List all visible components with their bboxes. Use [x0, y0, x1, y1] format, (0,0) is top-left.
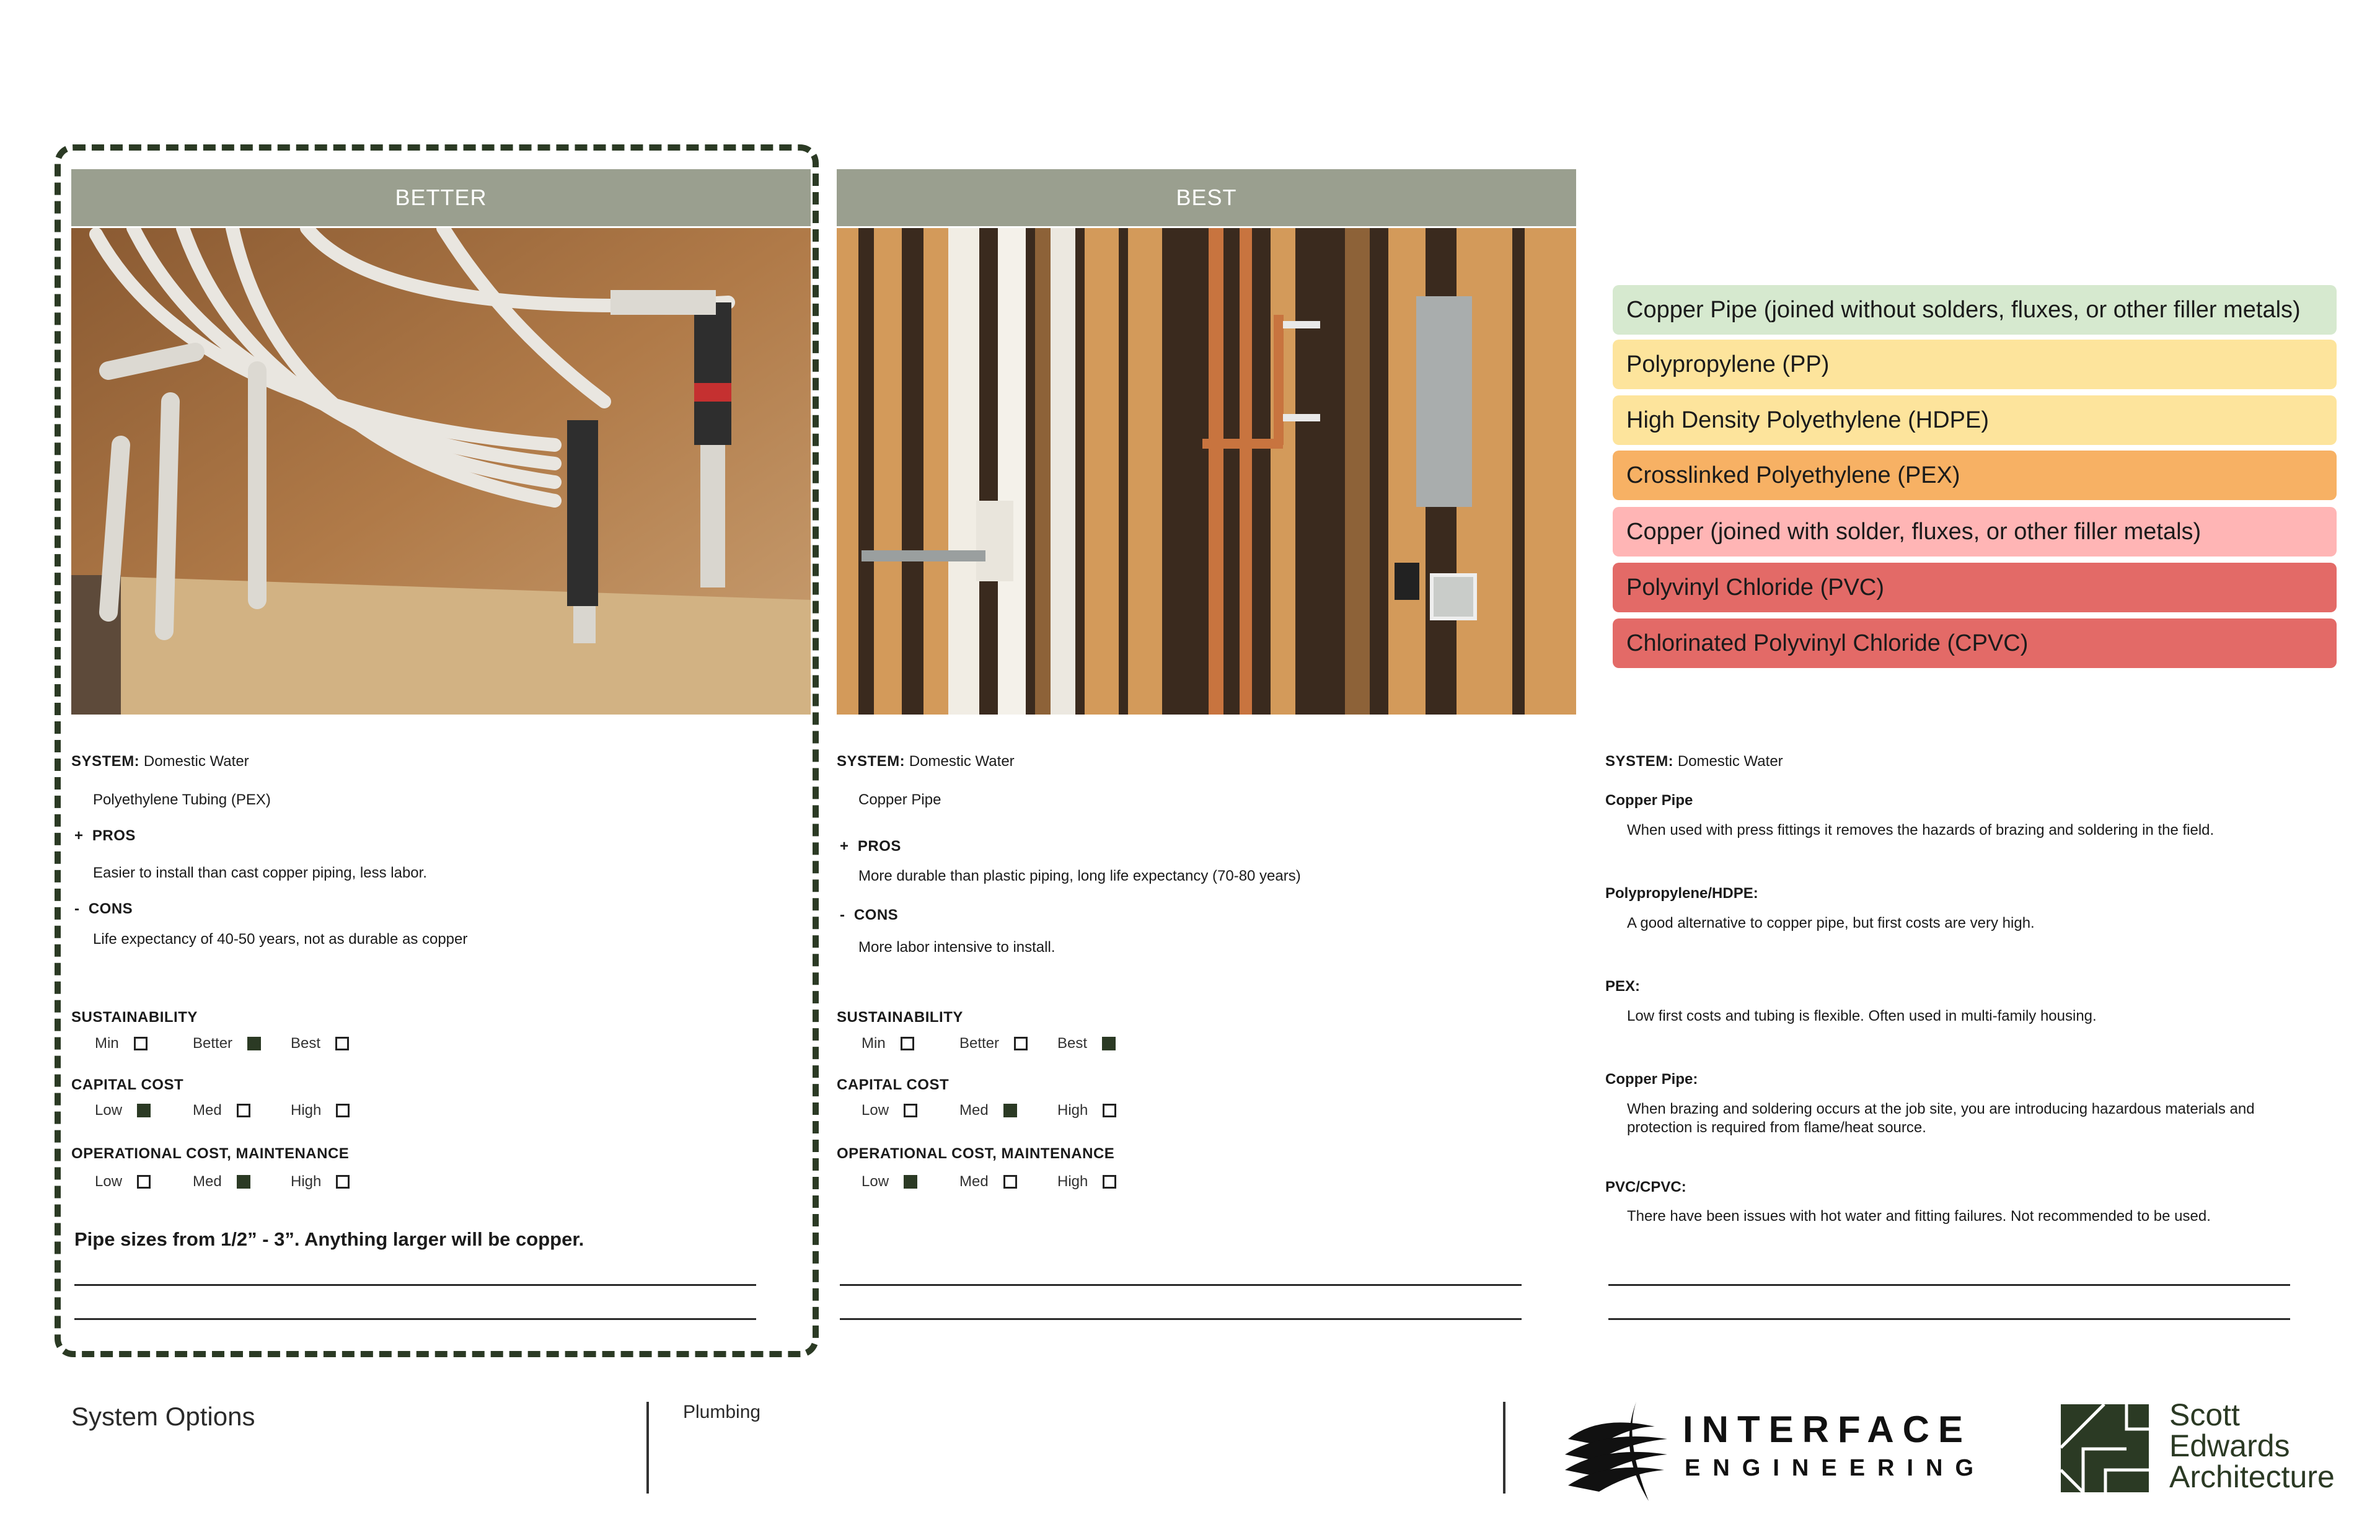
legend-label: Polyvinyl Chloride (PVC): [1626, 574, 1885, 601]
legend-label: Chlorinated Polyvinyl Chloride (CPVC): [1626, 630, 2029, 656]
interface-engineering-logo-icon: [1562, 1402, 1673, 1501]
note-title: Copper Pipe:: [1605, 1071, 1698, 1088]
option-label: Med: [193, 1102, 222, 1119]
option-label: Best: [1057, 1035, 1088, 1052]
better-system-value: Domestic Water: [143, 753, 249, 770]
best-cons-label: CONS: [853, 907, 899, 923]
checkbox-low[interactable]: [904, 1104, 917, 1117]
option-label: Min: [95, 1035, 119, 1052]
option-label: Med: [959, 1173, 989, 1190]
legend-label: Crosslinked Polyethylene (PEX): [1626, 462, 1960, 488]
legend-item-cpvc: [1613, 618, 2337, 668]
best-header: [837, 169, 1576, 226]
pros-plus-icon: +: [74, 827, 84, 844]
better-capital-cost-label: CAPITAL COST: [71, 1076, 184, 1093]
logo1-line2: ENGINEERING: [1685, 1455, 1986, 1481]
best-rule-2: [840, 1318, 1522, 1320]
better-pros-heading: [74, 827, 136, 845]
note-title: Polypropylene/HDPE:: [1605, 885, 1758, 902]
best-system: [837, 753, 1015, 770]
checkbox-high[interactable]: [336, 1175, 350, 1189]
notes-system-label: SYSTEM:: [1605, 753, 1674, 770]
checkbox-best[interactable]: [335, 1037, 349, 1050]
legend-item-copper-solder: [1613, 507, 2337, 557]
best-operational-cost-row: [862, 1173, 1155, 1190]
better-cons-heading: [74, 900, 133, 918]
footer-divider-1: [646, 1402, 649, 1494]
notes-system-value: Domestic Water: [1677, 753, 1783, 770]
better-rule-1: [74, 1284, 756, 1286]
checkbox-med[interactable]: [237, 1175, 250, 1189]
better-cons-label: CONS: [88, 900, 133, 917]
legend-item-hdpe: [1613, 395, 2337, 445]
checkbox-low[interactable]: [137, 1104, 151, 1117]
better-pipe-size-note: Pipe sizes from 1/2” - 3”. Anything larger will be copper.: [74, 1228, 584, 1250]
checkbox-best[interactable]: [1102, 1037, 1116, 1050]
checkbox-better[interactable]: [247, 1037, 261, 1050]
copper-pipe-illustration: [837, 228, 1576, 715]
logo2-line2: Edwards: [2169, 1428, 2290, 1463]
better-cons-text: Life expectancy of 40-50 years, not as durable as copper: [93, 931, 468, 948]
pex-tubing-photo: [71, 228, 811, 715]
best-cons-heading: [840, 907, 898, 924]
best-capital-cost-label: CAPITAL COST: [837, 1076, 950, 1093]
note-text: Low first costs and tubing is flexible. Often used in multi-family housing.: [1627, 1008, 2097, 1024]
notes-rule-2: [1608, 1318, 2290, 1320]
best-sustainability-label: SUSTAINABILITY: [837, 1009, 963, 1026]
better-header-label: BETTER: [395, 185, 487, 210]
checkbox-low[interactable]: [904, 1175, 917, 1189]
better-operational-cost-row: [95, 1173, 389, 1190]
checkbox-med[interactable]: [1003, 1175, 1017, 1189]
best-cons-text: More labor intensive to install.: [858, 939, 1056, 956]
best-sustainability-row: [862, 1035, 1155, 1052]
best-header-label: BEST: [1176, 185, 1237, 210]
better-pros-text: Easier to install than cast copper piping, less labor.: [93, 865, 427, 881]
footer-divider-2: [1503, 1402, 1505, 1494]
option-label: Low: [862, 1102, 889, 1119]
option-label: Better: [959, 1035, 1000, 1052]
best-pros-text: More durable than plastic piping, long life expectancy (70-80 years): [858, 868, 1301, 884]
better-sustainability-row: [95, 1035, 389, 1052]
cons-minus-icon: -: [840, 907, 845, 923]
option-label: High: [291, 1102, 322, 1119]
option-label: Med: [959, 1102, 989, 1119]
note-text: When used with press fittings it removes the hazards of brazing and soldering in the field.: [1627, 822, 2215, 838]
legend-item-pvc: [1613, 563, 2337, 612]
checkbox-high[interactable]: [1103, 1104, 1116, 1117]
note-title: PVC/CPVC:: [1605, 1179, 1686, 1195]
option-label: Low: [95, 1102, 123, 1119]
legend-item-polypropylene: [1613, 340, 2337, 389]
footer-title: System Options: [71, 1402, 255, 1431]
notes-rule-1: [1608, 1284, 2290, 1286]
best-system-label: SYSTEM:: [837, 753, 906, 770]
checkbox-high[interactable]: [1103, 1175, 1116, 1189]
better-header: [71, 169, 811, 226]
best-pros-label: PROS: [857, 838, 901, 855]
best-capital-cost-row: [862, 1102, 1155, 1119]
option-label: Med: [193, 1173, 222, 1190]
logo1-line1: INTERFACE: [1683, 1409, 1972, 1450]
logo2-line3: Architecture: [2169, 1459, 2335, 1494]
option-label: Low: [862, 1173, 889, 1190]
best-rule-1: [840, 1284, 1522, 1286]
note-text: When brazing and soldering occurs at the job site, you are introducing hazardous materials and protection is required from flame/heat source.: [1627, 1101, 2255, 1136]
option-label: High: [291, 1173, 322, 1190]
note-text: A good alternative to copper pipe, but first costs are very high.: [1627, 915, 2035, 931]
legend-item-pex: [1613, 451, 2337, 500]
sea-logo-icon: [2061, 1404, 2149, 1492]
checkbox-med[interactable]: [237, 1104, 250, 1117]
better-system-label: SYSTEM:: [71, 753, 140, 770]
best-material: Copper Pipe: [858, 791, 941, 808]
pex-tubing-illustration: [71, 228, 811, 715]
checkbox-high[interactable]: [336, 1104, 350, 1117]
note-title: PEX:: [1605, 978, 1641, 995]
cons-minus-icon: -: [74, 900, 80, 917]
option-label: Min: [862, 1035, 886, 1052]
better-pros-label: PROS: [92, 827, 136, 844]
option-label: High: [1057, 1102, 1088, 1119]
pros-plus-icon: +: [840, 838, 849, 855]
checkbox-better[interactable]: [1014, 1037, 1028, 1050]
logo2-line1: Scott: [2169, 1397, 2240, 1432]
best-operational-cost-label: OPERATIONAL COST, MAINTENANCE: [837, 1145, 1115, 1162]
notes-system: [1605, 753, 1783, 770]
legend-label: Copper (joined with solder, fluxes, or other filler metals): [1626, 518, 2202, 545]
better-rule-2: [74, 1318, 756, 1320]
better-sustainability-label: SUSTAINABILITY: [71, 1009, 198, 1026]
legend-label: High Density Polyethylene (HDPE): [1626, 407, 1990, 433]
better-material: Polyethylene Tubing (PEX): [93, 791, 271, 808]
note-text: There have been issues with hot water and fitting failures. Not recommended to be used.: [1627, 1208, 2211, 1225]
footer-category: Plumbing: [683, 1402, 761, 1422]
option-label: Better: [193, 1035, 233, 1052]
note-title: Copper Pipe: [1605, 792, 1693, 809]
better-capital-cost-row: [95, 1102, 389, 1119]
legend-label: Copper Pipe (joined without solders, fluxes, or other filler metals): [1626, 296, 2301, 323]
option-label: High: [1057, 1173, 1088, 1190]
checkbox-low[interactable]: [137, 1175, 151, 1189]
option-label: Low: [95, 1173, 123, 1190]
copper-pipe-photo: [837, 228, 1576, 715]
legend-item-copper-no-solder: [1613, 285, 2337, 335]
better-system: [71, 753, 249, 770]
best-pros-heading: [840, 838, 901, 855]
checkbox-min[interactable]: [134, 1037, 148, 1050]
option-label: Best: [291, 1035, 321, 1052]
better-operational-cost-label: OPERATIONAL COST, MAINTENANCE: [71, 1145, 350, 1162]
checkbox-med[interactable]: [1003, 1104, 1017, 1117]
best-system-value: Domestic Water: [909, 753, 1015, 770]
legend-label: Polypropylene (PP): [1626, 351, 1830, 377]
checkbox-min[interactable]: [901, 1037, 914, 1050]
logo2-text: [2169, 1399, 2335, 1492]
